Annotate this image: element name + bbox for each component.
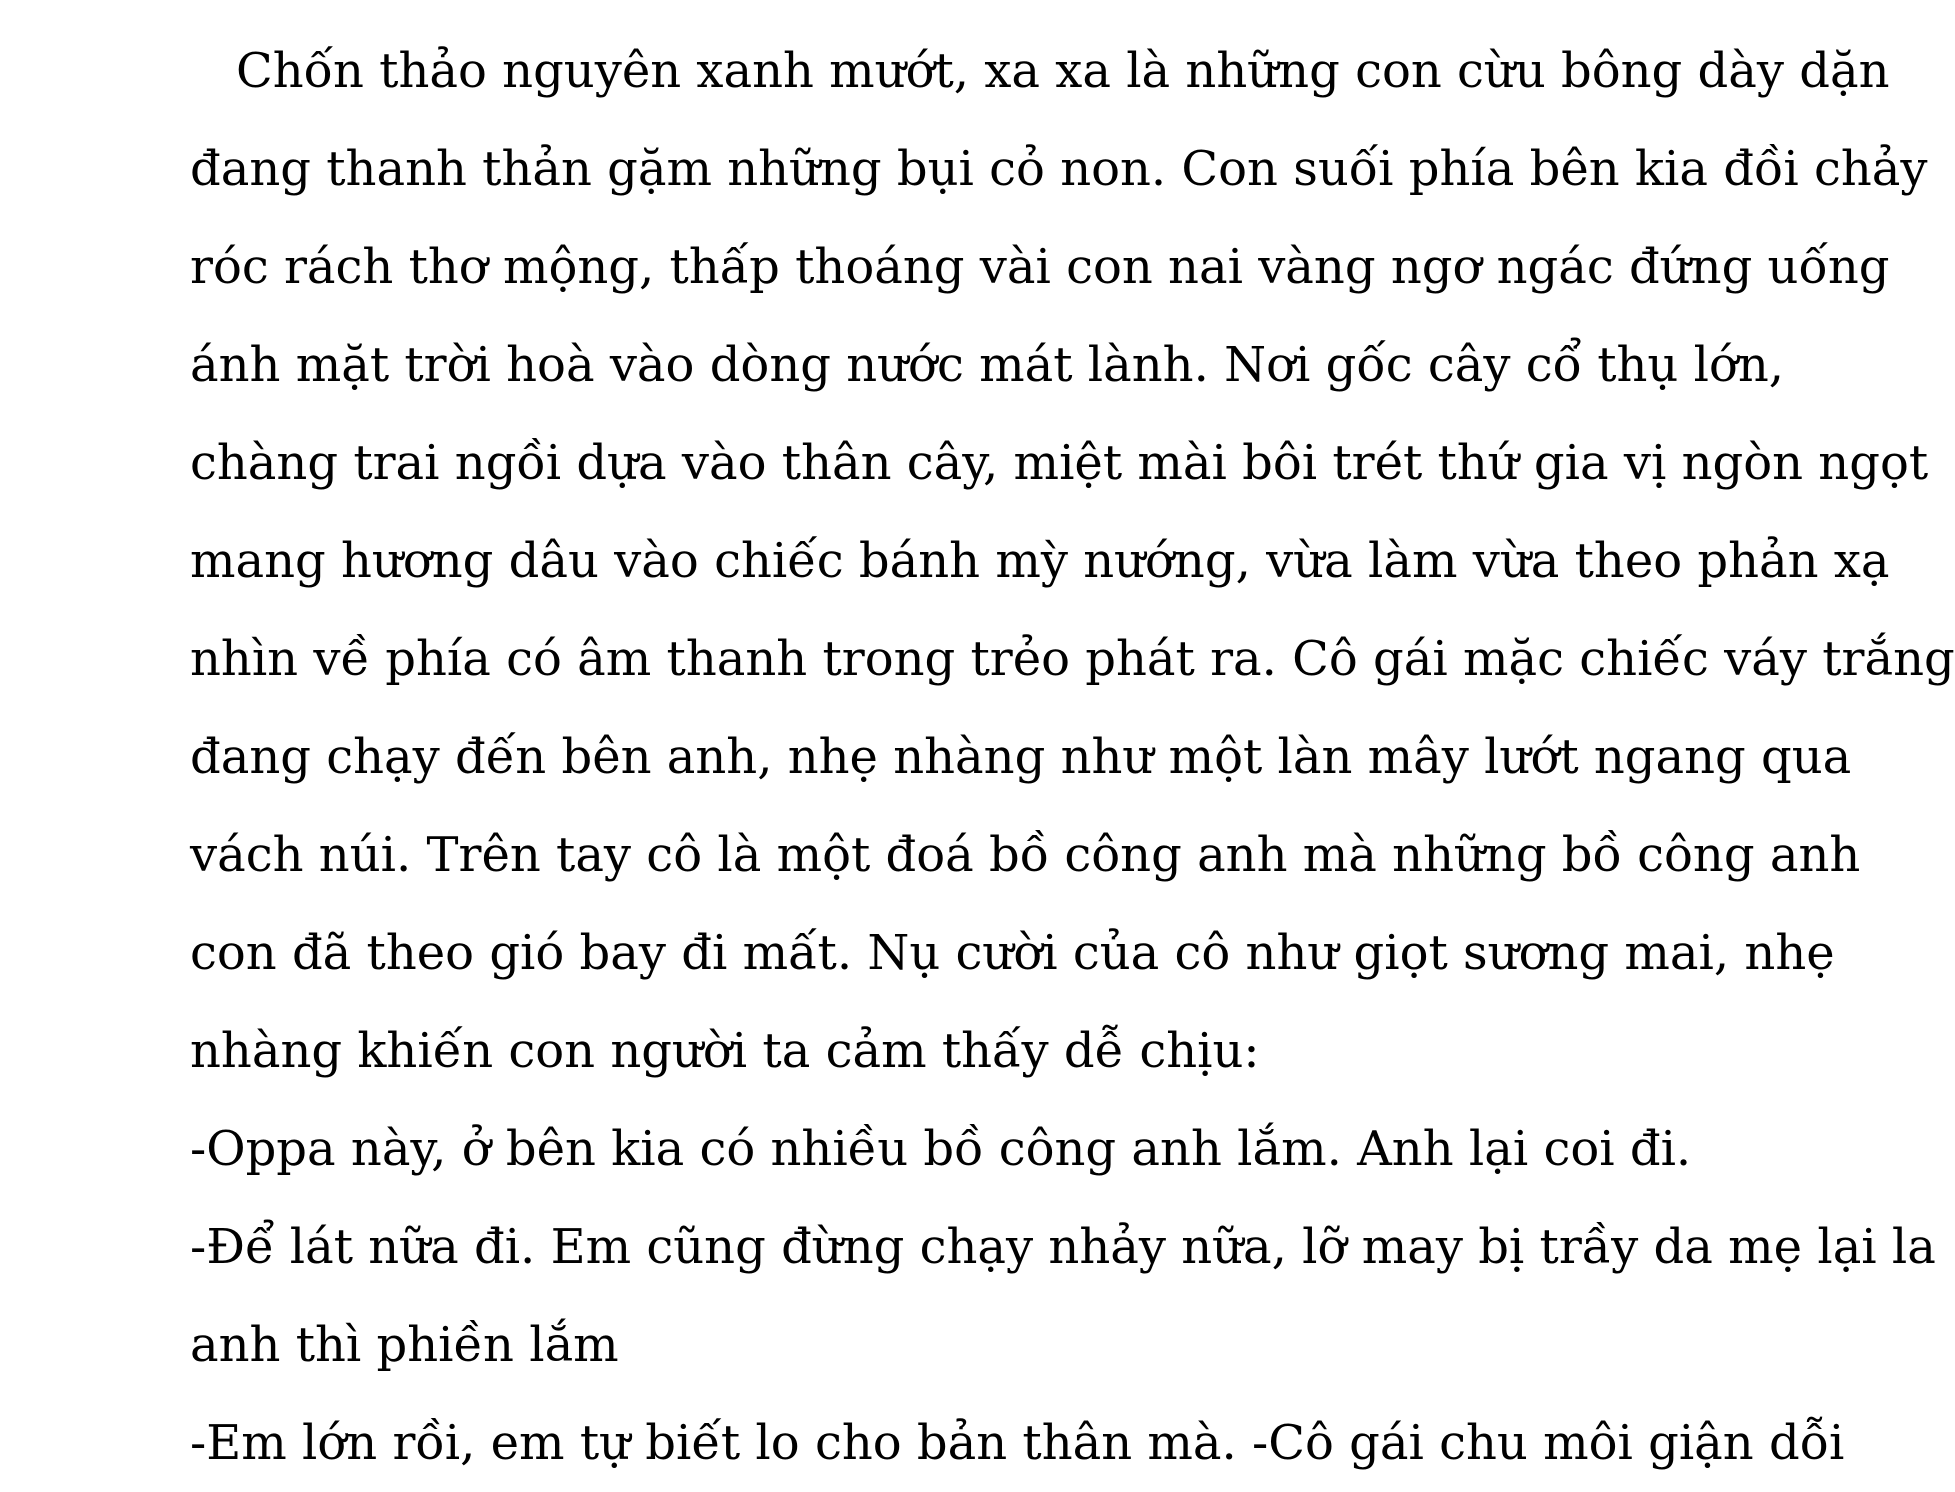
dialogue-line: -Oppa này, ở bên kia có nhiều bồ công anh lắm. Anh lại coi đi.: [190, 1121, 1692, 1177]
paragraph-line: Chốn thảo nguyên xanh mướt, xa xa là những con cừu bông dày dặn: [236, 43, 1890, 99]
paragraph-line: đang thanh thản gặm những bụi cỏ non. Con suối phía bên kia đồi chảy: [190, 141, 1928, 197]
paragraph-line: nhàng khiến con người ta cảm thấy dễ chịu:: [190, 1023, 1260, 1079]
paragraph-line: ánh mặt trời hoà vào dòng nước mát lành. Nơi gốc cây cổ thụ lớn,: [190, 337, 1785, 393]
paragraph-line: chàng trai ngồi dựa vào thân cây, miệt mài bôi trét thứ gia vị ngòn ngọt: [190, 435, 1929, 491]
paragraph-line: róc rách thơ mộng, thấp thoáng vài con nai vàng ngơ ngác đứng uống: [190, 239, 1890, 295]
paragraph-line: mang hương dâu vào chiếc bánh mỳ nướng, vừa làm vừa theo phản xạ: [190, 533, 1890, 589]
paragraph-line: vách núi. Trên tay cô là một đoá bồ công anh mà những bồ công anh: [190, 827, 1861, 883]
story-text: [190, 22, 1955, 1492]
dialogue-line: anh thì phiền lắm: [190, 1317, 619, 1373]
paragraph-line: đang chạy đến bên anh, nhẹ nhàng như một làn mây lướt ngang qua: [190, 729, 1852, 785]
paragraph-line: nhìn về phía có âm thanh trong trẻo phát ra. Cô gái mặc chiếc váy trắng: [190, 631, 1955, 687]
dialogue-line: -Để lát nữa đi. Em cũng đừng chạy nhảy nữa, lỡ may bị trầy da mẹ lại la: [190, 1219, 1936, 1275]
dialogue-line: -Em lớn rồi, em tự biết lo cho bản thân mà. -Cô gái chu môi giận dỗi: [190, 1415, 1845, 1471]
paragraph-line: con đã theo gió bay đi mất. Nụ cười của cô như giọt sương mai, nhẹ: [190, 925, 1835, 981]
